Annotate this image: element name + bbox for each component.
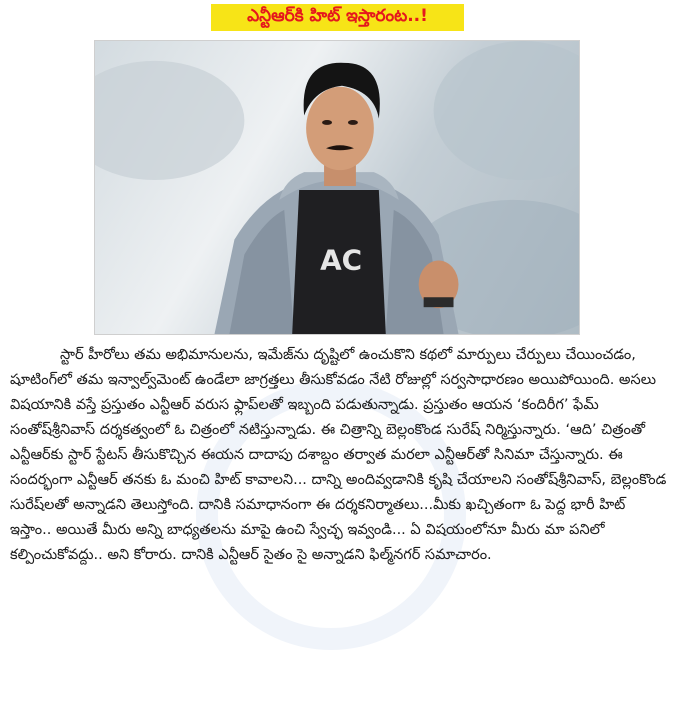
actor-illustration [95, 41, 579, 334]
hero-photo [94, 40, 580, 335]
article-body: స్టార్ హీరోలు తమ అభిమానులను, ఇమేజ్‌ను దృష్టిలో ఉంచుకొని కథలో మార్పులు చేర్పులు చేయించడం, షూటింగ్‌లో తమ ఇన్వాల్వ్‌మెంట్ ఉండేలా జాగ్రత్తలు తీసుకోవడం నేటి రోజుల్లో సర్వసాధారణం అయిపోయింది. అసలు విషయానికి వస్తే ప్రస్తుతం ఎన్టీఆర్ వరుస ఫ్లాప్‌లతో ఇబ్బంది పడుతున్నాడు. ప్రస్తుతం ఆయన ‘కందిరీగ’ ఫేమ్ సంతోష్‌శ్రీనివాస్ దర్శకత్వంలో ఓ చిత్రంలో నటిస్తున్నాడు. ఈ చిత్రాన్ని బెల్లంకొండ సురేష్ నిర్మిస్తున్నారు. ‘ఆది’ చిత్రంతో ఎన్టీఆర్‌కు స్టార్ స్టేటస్ తీసుకొచ్చిన ఈయన దాదాపు దశాబ్దం తర్వాత మరలా ఎన్టీఆర్‌తో సినిమా చేస్తున్నారు. ఈ సందర్భంగా ఎన్టీఆర్ తనకు ఓ మంచి హిట్ కావాలని... దాన్ని అందివ్వడానికి కృషి చేయాలని సంతోష్‌శ్రీనివాస్, బెల్లంకొండ సురేష్‌లతో అన్నాడని తెలుస్తోంది. దానికి సమాధానంగా ఈ దర్శకనిర్మాతలు...మీకు ఖచ్చితంగా ఓ పెద్ద భారీ హిట్ ఇస్తాం.. అయితే మీరు అన్ని బాధ్యతలను మాపై ఉంచి స్వేచ్ఛ ఇవ్వండి... ఏ విషయంలోనూ మీరు మా పనిలో కల్పించుకోవద్దు.. అని కోరారు. దానికి ఎన్టీఆర్ సైతం సై అన్నాడని ఫిల్మ్‌నగర్ సమాచారం. [10, 347, 667, 563]
headline: ఎన్టీఆర్‌కి హిట్ ఇస్తారంట..! [247, 5, 428, 26]
headline-banner [211, 4, 464, 31]
shirt-print: AC [320, 243, 363, 277]
